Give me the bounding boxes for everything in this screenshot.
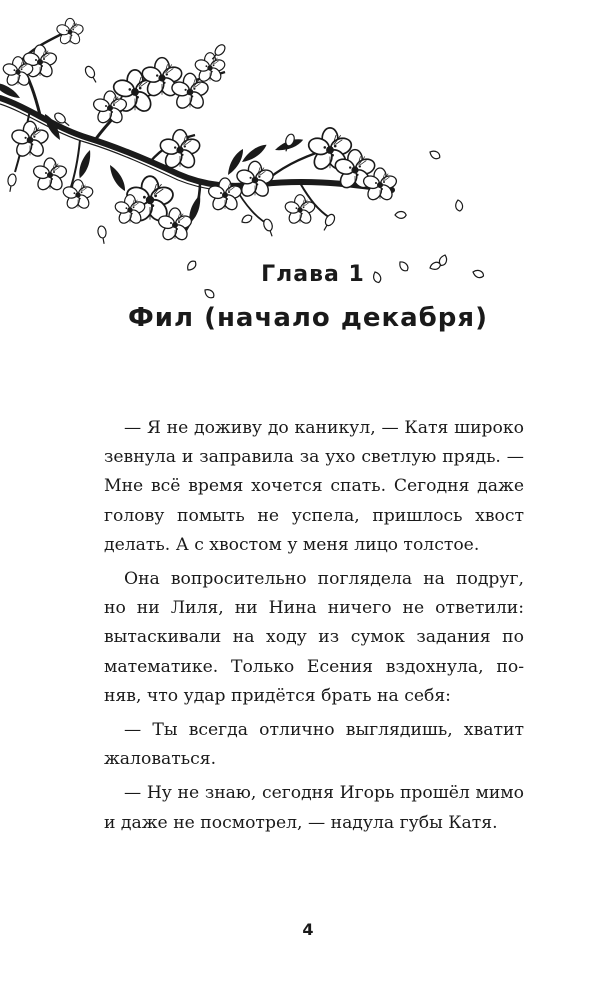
body-text bbox=[104, 414, 524, 843]
chapter-label: Глава 1 bbox=[261, 262, 365, 287]
paragraph: — Ты всегда отлично выглядишь, хватит жаловаться. bbox=[104, 720, 524, 770]
chapter-title: Фил (начало декабря) bbox=[127, 303, 488, 333]
page-number: 4 bbox=[302, 920, 314, 939]
cherry-blossom-illustration bbox=[0, 0, 616, 300]
paragraph: Она вопросительно поглядела на подруг, но ни Лиля, ни Нина ничего не ответили: вытаскивали на ходу из сумок задания по математике. Только Есения вздохнула, поняв, что удар придётся брать на себя: bbox=[104, 569, 524, 706]
paragraph: — Я не доживу до каникул, — Катя широко зевнула и заправила за ухо светлую прядь. — Мне всё время хочется спать. Сегодня даже голову помыть не успела, пришлось хвост делать. А с хвостом у меня лицо толстое. bbox=[104, 418, 524, 555]
chapter-heading bbox=[0, 262, 616, 333]
paragraph: — Ну не знаю, сегодня Игорь прошёл мимо и даже не посмотрел, — надула губы Катя. bbox=[104, 783, 524, 833]
